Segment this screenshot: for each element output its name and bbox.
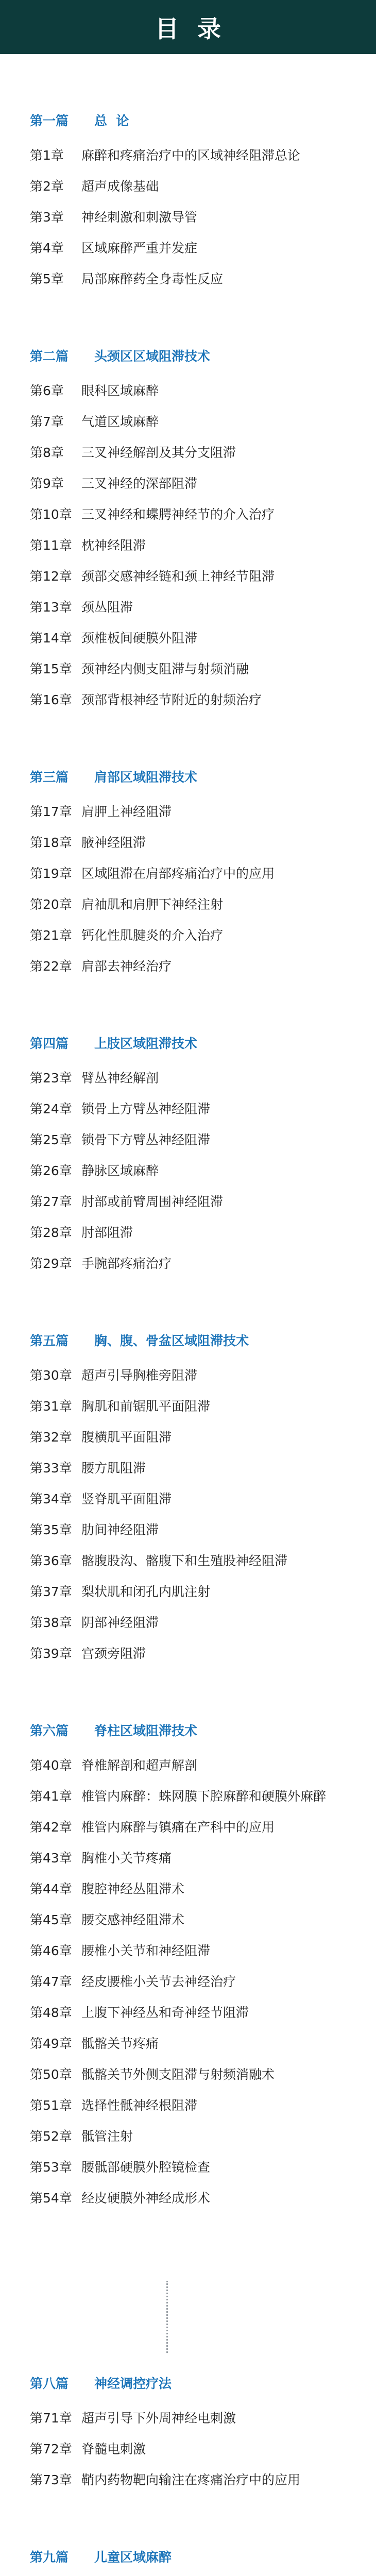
part-number: 第四篇: [30, 1036, 69, 1051]
chapter-number: 第5章: [30, 272, 64, 286]
part-section: [30, 346, 376, 721]
chapter-title: 竖脊肌平面阻滞: [81, 1492, 172, 1506]
chapter-number: 第41章: [30, 1789, 72, 1804]
chapter-entry[interactable]: [30, 833, 376, 863]
chapter-title: 麻醉和疼痛治疗中的区域神经阻滞总论: [81, 148, 301, 163]
chapter-entry[interactable]: [30, 176, 376, 207]
chapter-number: 第10章: [30, 507, 72, 522]
chapter-title: 上腹下神经丛和奇神经节阻滞: [81, 2005, 249, 2020]
chapter-number: 第18章: [30, 835, 72, 850]
chapter-number: 第47章: [30, 1974, 72, 1989]
chapter-number: 第36章: [30, 1553, 72, 1568]
part-title: 肩部区域阻滞技术: [94, 770, 198, 785]
chapter-entry[interactable]: [30, 628, 376, 659]
chapter-number: 第22章: [30, 959, 72, 974]
chapter-title: 手腕部疼痛治疗: [81, 1256, 172, 1271]
chapter-entry[interactable]: [30, 2470, 376, 2501]
part-number: 第九篇: [30, 2550, 69, 2565]
part-section: [30, 2374, 376, 2501]
part-section: [30, 1721, 376, 2219]
chapter-title: 眼科区域麻醉: [81, 383, 159, 398]
chapter-number: 第71章: [30, 2411, 72, 2426]
chapter-title: 腋神经阻滞: [81, 835, 146, 850]
chapter-number: 第11章: [30, 538, 72, 553]
chapter-number: 第30章: [30, 1368, 72, 1383]
chapter-title: 颈椎板间硬膜外阻滞: [81, 631, 198, 646]
part-number: 第二篇: [30, 349, 69, 364]
chapter-number: 第35章: [30, 1522, 72, 1537]
chapter-title: 气道区域麻醉: [81, 414, 159, 429]
chapter-number: 第33章: [30, 1461, 72, 1476]
chapter-entry[interactable]: [30, 2003, 376, 2033]
chapter-entry[interactable]: [30, 1130, 376, 1161]
chapter-entry[interactable]: [30, 2439, 376, 2470]
chapter-entry[interactable]: [30, 597, 376, 628]
chapter-entry[interactable]: [30, 1489, 376, 1520]
chapter-number: 第21章: [30, 928, 72, 943]
part-title: 脊柱区域阻滞技术: [94, 1723, 198, 1738]
part-number: 第八篇: [30, 2376, 69, 2391]
chapter-number: 第52章: [30, 2129, 72, 2144]
chapter-entry[interactable]: [30, 1613, 376, 1643]
chapter-title: 区域麻醉严重并发症: [81, 241, 198, 256]
part-title: 头颈区区域阻滞技术: [94, 349, 211, 364]
chapter-entry[interactable]: [30, 1223, 376, 1253]
part-heading: [30, 111, 376, 131]
chapter-title: 腰方肌阻滞: [81, 1461, 146, 1476]
chapter-entry[interactable]: [30, 1099, 376, 1130]
chapter-number: 第38章: [30, 1615, 72, 1630]
chapter-title: 腰交感神经阻滞术: [81, 1912, 185, 1927]
chapter-entry[interactable]: [30, 2064, 376, 2095]
chapter-title: 髂腹股沟、髂腹下和生殖股神经阻滞: [81, 1553, 288, 1568]
chapter-number: 第40章: [30, 1758, 72, 1773]
chapter-entry[interactable]: [30, 2033, 376, 2064]
part-heading: [30, 2547, 376, 2568]
part-heading: [30, 767, 376, 788]
chapter-number: 第48章: [30, 2005, 72, 2020]
part-heading: [30, 1721, 376, 1741]
chapter-title: 局部麻醉药全身毒性反应: [81, 272, 224, 286]
chapter-title: 三叉神经和蝶腭神经节的介入治疗: [81, 507, 275, 522]
part-number: 第一篇: [30, 113, 69, 128]
chapter-entry[interactable]: [30, 1427, 376, 1458]
chapter-title: 臂丛神经解剖: [81, 1071, 159, 1086]
chapter-entry[interactable]: [30, 1582, 376, 1613]
chapter-number: 第32章: [30, 1430, 72, 1445]
chapter-number: 第53章: [30, 2160, 72, 2175]
chapter-number: 第37章: [30, 1584, 72, 1599]
part-heading: [30, 1033, 376, 1054]
chapter-title: 腹腔神经丛阻滞术: [81, 1882, 185, 1896]
chapter-entry[interactable]: [30, 1972, 376, 2003]
part-title: 胸、腹、骨盆区域阻滞技术: [94, 1333, 249, 1348]
chapter-entry[interactable]: [30, 2408, 376, 2439]
chapter-title: 超声成像基础: [81, 179, 159, 194]
chapter-number: 第13章: [30, 600, 72, 615]
chapter-title: 静脉区域麻醉: [81, 1163, 159, 1178]
part-heading: [30, 346, 376, 367]
part-title: 总 论: [94, 113, 129, 128]
chapter-entry[interactable]: [30, 1910, 376, 1941]
chapter-title: 腰椎小关节和神经阻滞: [81, 1943, 211, 1958]
part-section: [30, 1033, 376, 1284]
page-title: 目录: [155, 14, 240, 43]
chapter-title: 肘部阻滞: [81, 1225, 133, 1240]
chapter-title: 颈丛阻滞: [81, 600, 133, 615]
part-number: 第五篇: [30, 1333, 69, 1348]
part-heading: [30, 2374, 376, 2394]
chapter-title: 脊椎解剖和超声解剖: [81, 1758, 198, 1773]
chapter-title: 梨状肌和闭孔内肌注射: [81, 1584, 211, 1599]
chapter-number: 第28章: [30, 1225, 72, 1240]
chapter-title: 超声引导下外周神经电刺激: [81, 2411, 236, 2426]
chapter-number: 第51章: [30, 2098, 72, 2113]
chapter-title: 颈部交感神经链和颈上神经节阻滞: [81, 569, 275, 584]
chapter-entry[interactable]: [30, 1458, 376, 1489]
chapter-number: 第19章: [30, 866, 72, 881]
chapter-number: 第72章: [30, 2442, 72, 2456]
chapter-title: 超声引导胸椎旁阻滞: [81, 1368, 198, 1383]
chapter-entry[interactable]: [30, 1520, 376, 1551]
part-title: 神经调控疗法: [94, 2376, 172, 2391]
chapter-number: 第14章: [30, 631, 72, 646]
chapter-entry[interactable]: [30, 381, 376, 412]
chapter-number: 第27章: [30, 1194, 72, 1209]
chapter-entry[interactable]: [30, 894, 376, 925]
part-number: 第三篇: [30, 770, 69, 785]
chapter-entry[interactable]: [30, 1365, 376, 1396]
chapter-entry[interactable]: [30, 1817, 376, 1848]
chapter-number: 第24章: [30, 1101, 72, 1116]
part-section: [30, 2547, 376, 2576]
chapter-entry[interactable]: [30, 925, 376, 956]
chapter-entry[interactable]: [30, 566, 376, 597]
chapter-title: 椎管内麻醉与镇痛在产科中的应用: [81, 1820, 275, 1835]
part-section: [30, 1331, 376, 1674]
chapter-entry[interactable]: [30, 690, 376, 721]
chapter-number: 第2章: [30, 179, 64, 194]
chapter-entry[interactable]: [30, 473, 376, 504]
chapter-entry[interactable]: [30, 207, 376, 238]
chapter-number: 第7章: [30, 414, 64, 429]
part-title: 上肢区域阻滞技术: [94, 1036, 198, 1051]
chapter-title: 椎管内麻醉：蛛网膜下腔麻醉和硬膜外麻醉: [81, 1789, 327, 1804]
chapter-number: 第73章: [30, 2472, 72, 2487]
chapter-title: 胸肌和前锯肌平面阻滞: [81, 1399, 211, 1414]
chapter-number: 第8章: [30, 445, 64, 460]
chapter-title: 枕神经阻滞: [81, 538, 146, 553]
chapter-entry[interactable]: [30, 238, 376, 269]
chapter-number: 第46章: [30, 1943, 72, 1958]
chapter-number: 第15章: [30, 662, 72, 676]
part-section: [30, 111, 376, 300]
chapter-entry[interactable]: [30, 1755, 376, 1786]
chapter-title: 神经刺激和刺激导管: [81, 210, 198, 225]
chapter-title: 颈神经内侧支阻滞与射频消融: [81, 662, 249, 676]
chapter-number: 第9章: [30, 476, 64, 491]
part-heading: [30, 1331, 376, 1351]
chapter-number: 第50章: [30, 2067, 72, 2082]
chapter-title: 骶髂关节外侧支阻滞与射频消融术: [81, 2067, 275, 2082]
chapter-title: 骶管注射: [81, 2129, 133, 2144]
chapter-entry[interactable]: [30, 269, 376, 300]
chapter-title: 肩袖肌和肩胛下神经注射: [81, 897, 224, 912]
chapter-number: 第23章: [30, 1071, 72, 1086]
chapter-number: 第44章: [30, 1882, 72, 1896]
chapter-number: 第45章: [30, 1912, 72, 1927]
omitted-sections-separator: [30, 2265, 376, 2353]
chapter-number: 第4章: [30, 241, 64, 256]
chapter-entry[interactable]: [30, 2188, 376, 2219]
chapter-entry[interactable]: [30, 1161, 376, 1192]
chapter-number: 第6章: [30, 383, 64, 398]
chapter-number: 第42章: [30, 1820, 72, 1835]
chapter-title: 三叉神经解剖及其分支阻滞: [81, 445, 236, 460]
chapter-title: 区域阻滞在肩部疼痛治疗中的应用: [81, 866, 275, 881]
chapter-entry[interactable]: [30, 2157, 376, 2188]
chapter-number: 第26章: [30, 1163, 72, 1178]
chapter-title: 骶髂关节疼痛: [81, 2036, 159, 2051]
chapter-entry[interactable]: [30, 1879, 376, 1910]
chapter-entry[interactable]: [30, 1396, 376, 1427]
chapter-title: 颈部背根神经节附近的射频治疗: [81, 692, 262, 707]
chapter-entry[interactable]: [30, 1253, 376, 1284]
chapter-number: 第20章: [30, 897, 72, 912]
chapter-title: 选择性骶神经根阻滞: [81, 2098, 198, 2113]
chapter-title: 钙化性肌腱炎的介入治疗: [81, 928, 224, 943]
chapter-title: 锁骨下方臂丛神经阻滞: [81, 1132, 211, 1147]
chapter-entry[interactable]: [30, 2126, 376, 2157]
chapter-number: 第12章: [30, 569, 72, 584]
dotted-line: [166, 2281, 168, 2353]
chapter-entry[interactable]: [30, 535, 376, 566]
chapter-entry[interactable]: [30, 443, 376, 473]
chapter-number: 第49章: [30, 2036, 72, 2051]
chapter-title: 鞘内药物靶向输注在疼痛治疗中的应用: [81, 2472, 301, 2487]
chapter-title: 肋间神经阻滞: [81, 1522, 159, 1537]
header-banner: [0, 0, 376, 54]
chapter-entry[interactable]: [30, 1192, 376, 1223]
chapter-number: 第39章: [30, 1646, 72, 1661]
chapter-number: 第31章: [30, 1399, 72, 1414]
chapter-entry[interactable]: [30, 145, 376, 176]
chapter-entry[interactable]: [30, 1848, 376, 1879]
chapter-entry[interactable]: [30, 659, 376, 690]
part-section: [30, 767, 376, 987]
chapter-title: 宫颈旁阻滞: [81, 1646, 146, 1661]
chapter-title: 胸椎小关节疼痛: [81, 1851, 172, 1866]
chapter-entry[interactable]: [30, 1551, 376, 1582]
chapter-title: 经皮硬膜外神经成形术: [81, 2191, 211, 2206]
chapter-entry[interactable]: [30, 1643, 376, 1674]
table-of-contents: [0, 54, 376, 2576]
chapter-entry[interactable]: [30, 863, 376, 894]
chapter-entry[interactable]: [30, 802, 376, 833]
chapter-title: 肘部或前臂周围神经阻滞: [81, 1194, 224, 1209]
part-number: 第六篇: [30, 1723, 69, 1738]
chapter-number: 第34章: [30, 1492, 72, 1506]
chapter-number: 第3章: [30, 210, 64, 225]
chapter-title: 经皮腰椎小关节去神经治疗: [81, 1974, 236, 1989]
chapter-number: 第16章: [30, 692, 72, 707]
chapter-entry[interactable]: [30, 1068, 376, 1099]
chapter-entry[interactable]: [30, 1941, 376, 1972]
chapter-entry[interactable]: [30, 2095, 376, 2126]
chapter-entry[interactable]: [30, 504, 376, 535]
chapter-entry[interactable]: [30, 956, 376, 987]
chapter-title: 脊髓电刺激: [81, 2442, 146, 2456]
chapter-number: 第1章: [30, 148, 64, 163]
part-title: 儿童区域麻醉: [94, 2550, 172, 2565]
chapter-title: 肩胛上神经阻滞: [81, 804, 172, 819]
chapter-entry[interactable]: [30, 1786, 376, 1817]
chapter-title: 三叉神经的深部阻滞: [81, 476, 198, 491]
chapter-title: 腹横肌平面阻滞: [81, 1430, 172, 1445]
chapter-title: 阴部神经阻滞: [81, 1615, 159, 1630]
chapter-number: 第25章: [30, 1132, 72, 1147]
chapter-title: 锁骨上方臂丛神经阻滞: [81, 1101, 211, 1116]
chapter-number: 第54章: [30, 2191, 72, 2206]
chapter-title: 腰骶部硬膜外腔镜检查: [81, 2160, 211, 2175]
chapter-title: 肩部去神经治疗: [81, 959, 172, 974]
chapter-number: 第17章: [30, 804, 72, 819]
chapter-number: 第43章: [30, 1851, 72, 1866]
chapter-number: 第29章: [30, 1256, 72, 1271]
chapter-entry[interactable]: [30, 412, 376, 443]
